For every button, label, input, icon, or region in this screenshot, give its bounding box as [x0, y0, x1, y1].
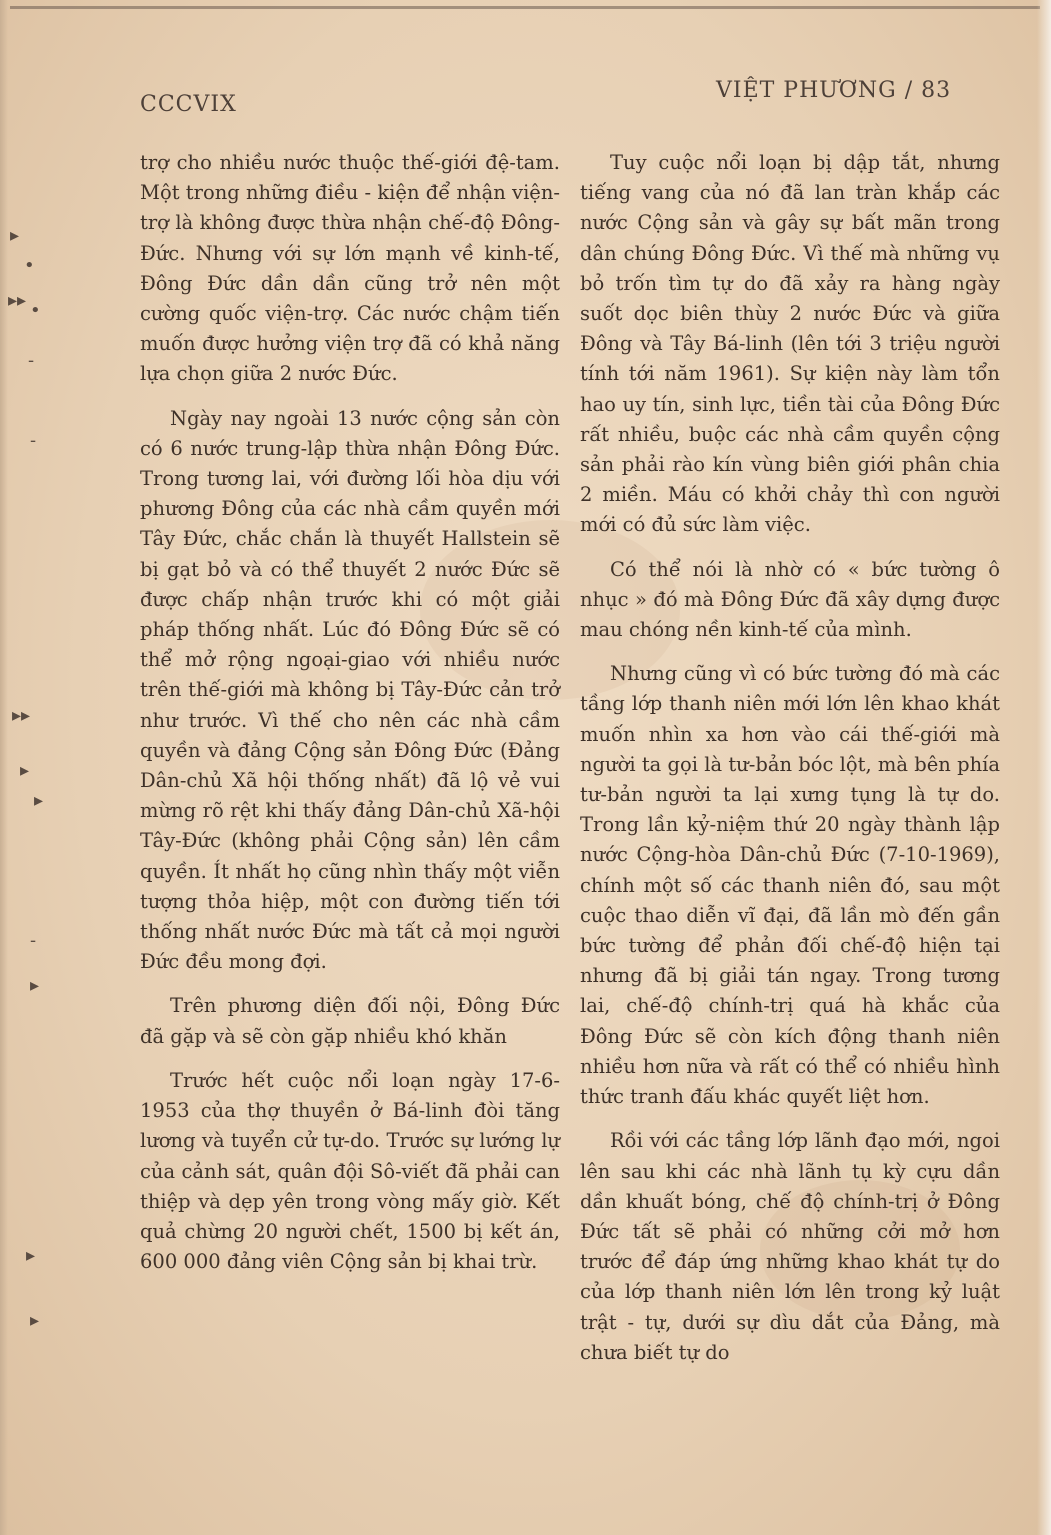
page-header-left: CCCVIX — [140, 92, 237, 117]
paragraph: Nhưng cũng vì có bức tường đó mà các tầng lớp thanh niên mới lớn lên khao khát muốn nhìn xa hơn vào cái thế-giới mà người ta gọi là tư-bản bóc lột, mà bên phía tư-bản người ta lại xưng tụng là tự do. Trong lần kỷ-niệm thứ 20 ngày thành lập nước Cộng-hòa Dân-chủ Đức (7-10-1969), chính một số các thanh niên đó, sau một cuộc thao diễn vĩ đại, đã lần mò đến gần bức tường để phản đối chế-độ hiện tại nhưng đã bị giải tán ngay. Trong tương lai, chế-độ chính-trị quá hà khắc của Đông Đức sẽ còn kích động thanh niên nhiều hơn nữa và rất có thể có nhiều hình thức tranh đấu khác quyết liệt hơn. — [580, 662, 1000, 1109]
paragraph: Tuy cuộc nổi loạn bị dập tắt, nhưng tiếng vang của nó đã lan tràn khắp các nước Cộng sản và gây sự bất mãn trong dân chúng Đông Đức. Vì thế mà những vụ bỏ trốn tìm tự do đã xảy ra hàng ngày suốt dọc biên thùy 2 nước Đức và giữa Đông và Tây Bá-linh (lên tới 3 triệu người tính tới năm 1961). Sự kiện này làm tổn hao uy tín, sinh lực, tiền tài của Đông Đức rất nhiều, buộc các nhà cầm quyền cộng sản phải rào kín vùng biên giới phân chia 2 miền. Máu có khởi chảy thì con người mới có đủ sức làm việc. — [580, 151, 1000, 537]
paragraph: Trên phương diện đối nội, Đông Đức đã gặp và sẽ còn gặp nhiều khó khăn — [140, 994, 560, 1048]
page-header-right: VIỆT PHƯƠNG / 83 — [716, 78, 952, 103]
text-column-left — [140, 148, 560, 1291]
book-page: ▸ • ▸▸ • - - ▸▸ ▸ ▸ - ▸ ▸ ▸ CCCVIX VIỆT PHƯƠNG / 83 trợ cho nhiều nước thuộc thế-giới đệ-tam. Một trong những điều - kiện để nhận viện-trợ là không được thừa nhận chế-độ Đông-Đức. Nhưng với sự lớn mạnh về kinh-tế, Đông Đức dần dần cũng trở nên một cường quốc viện-trợ. Các nước chậm tiến muốn được hưởng viện trợ đã có khả năng lựa chọn giữa 2 nước Đức. Ngày nay ngoài 13 nước cộng sản còn có 6 nước trung-lập thừa nhận Đông Đức. Trong tương lai, với đường lối hòa dịu với phương Đông của các nhà cầm quyền mới Tây Đức, chắc chắn là thuyết Hallstein sẽ bị gạt bỏ và có thể thuyết 2 nước Đức sẽ được chấp nhận trước khi có một giải pháp thống nhất. Lúc đó Đông Đức sẽ có thể mở rộng ngoại-giao với nhiều nước trên thế-giới mà không bị Tây-Đức cản trở như trước. Vì thế cho nên các nhà cầm quyền và đảng Cộng sản Đông Đức (Đảng Dân-chủ Xã hội thống nhất) đã lộ vẻ vui mừng rõ rệt khi thấy đảng Dân-chủ Xã-hội Tây-Đức (không phải Cộng sản) lên cầm quyền. Ít nhất họ cũng nhìn thấy một viễn tượng thỏa hiệp, một con đường tiến tới thống nhất nước Đức mà tất cả mọi người Đức đều mong đợi. Trên phương diện đối nội, Đông Đức đã gặp và sẽ còn gặp nhiều khó khăn Trước hết cuộc nổi loạn ngày 17-6-1953 của thợ thuyền ở Bá-linh đòi tăng lương và tuyển cử tự-do. Trước sự lướng lự của cảnh sát, quân đội Sô-viết đã phải can thiệp và dẹp yên trong vòng mấy giờ. Kết quả chừng 20 người chết, 1500 bị kết án, 600 000 đảng viên Cộng sản bị khai trừ. Tuy cuộc nổi loạn bị dập tắt, nhưng tiếng vang của nó đã lan tràn khắp các nước Cộng sản và gây sự bất mãn trong dân chúng Đông Đức. Vì thế mà những vụ bỏ trốn tìm tự do đã xảy ra hàng ngày suốt dọc biên thùy 2 nước Đức và giữa Đông và Tây Bá-linh (lên tới 3 triệu người tính tới năm 1961). Sự kiện này làm tổn hao uy tín, sinh lực, tiền tài của Đông Đức rất nhiều, buộc các nhà cầm quyền cộng sản phải rào kín vùng biên giới phân chia 2 miền. Máu có khởi chảy thì con người mới có đủ sức làm việc. Có thể nói là nhờ có « bức tường ô nhục » đó mà Đông Đức đã xây dựng được mau chóng nền kinh-tế của mình. Nhưng cũng vì có bức tường đó mà các tầng lớp thanh niên mới lớn lên khao khát muốn nhìn xa hơn vào cái thế-giới mà người ta gọi là tư-bản bóc lột, mà bên phía tư-bản người ta lại xưng tụng là tự do. Trong lần kỷ-niệm thứ 20 ngày thành lập nước Cộng-hòa Dân-chủ Đức (7-10-1969), chính một số các thanh niên đó, sau một cuộc thao diễn vĩ đại, đã lần mò đến gần bức tường để phản đối chế-độ hiện tại nhưng đã bị giải tán ngay. Trong tương lai, chế-độ chính-trị quá hà khắc của Đông Đức sẽ còn kích động thanh niên nhiều hơn nữa và rất có thể có nhiều hình thức tranh đấu khác quyết liệt hơn. Rồi với các tầng lớp lãnh đạo mới, ngoi lên sau khi các nhà lãnh tụ kỳ cựu dần dần khuất bóng, chế độ chính-trị ở Đông Đức tất sẽ phải có những cởi mở hơn trước để đáp ứng những khao khát tự do của lớp thanh niên lớn lên trong kỷ luật trật - tự, dưới sự dìu dắt của Đảng, mà chưa biết tự do — [0, 0, 1051, 1535]
page-edge-right — [1037, 0, 1051, 1535]
paragraph: trợ cho nhiều nước thuộc thế-giới đệ-tam. Một trong những điều - kiện để nhận viện-trợ là không được thừa nhận chế-độ Đông-Đức. Nhưng với sự lớn mạnh về kinh-tế, Đông Đức dần dần cũng trở nên một cường quốc viện-trợ. Các nước chậm tiến muốn được hưởng viện trợ đã có khả năng lựa chọn giữa 2 nước Đức. — [140, 151, 560, 386]
paragraph: Có thể nói là nhờ có « bức tường ô nhục » đó mà Đông Đức đã xây dựng được mau chóng nền kinh-tế của mình. — [580, 557, 1000, 642]
paragraph: Ngày nay ngoài 13 nước cộng sản còn có 6 nước trung-lập thừa nhận Đông Đức. Trong tương lai, với đường lối hòa dịu với phương Đông của các nhà cầm quyền mới Tây Đức, chắc chắn là thuyết Hallstein sẽ bị gạt bỏ và có thể thuyết 2 nước Đức sẽ được chấp nhận trước khi có một giải pháp thống nhất. Lúc đó Đông Đức sẽ có thể mở rộng ngoại-giao với nhiều nước trên thế-giới mà không bị Tây-Đức cản trở như trước. Vì thế cho nên các nhà cầm quyền và đảng Cộng sản Đông Đức (Đảng Dân-chủ Xã hội thống nhất) đã lộ vẻ vui mừng rõ rệt khi thấy đảng Dân-chủ Xã-hội Tây-Đức (không phải Cộng sản) lên cầm quyền. Ít nhất họ cũng nhìn thấy một viễn tượng thỏa hiệp, một con đường tiến tới thống nhất nước Đức mà tất cả mọi người Đức đều mong đợi. — [140, 406, 560, 974]
top-rule — [10, 6, 1040, 9]
page-edge-left — [0, 0, 8, 1535]
paragraph: Rồi với các tầng lớp lãnh đạo mới, ngoi lên sau khi các nhà lãnh tụ kỳ cựu dần dần khuất bóng, chế độ chính-trị ở Đông Đức tất sẽ phải có những cởi mở hơn trước để đáp ứng những khao khát tự do của lớp thanh niên lớn lên trong kỷ luật trật - tự, dưới sự dìu dắt của Đảng, mà chưa biết tự do — [580, 1129, 1000, 1364]
paragraph: Trước hết cuộc nổi loạn ngày 17-6-1953 của thợ thuyền ở Bá-linh đòi tăng lương và tuyển cử tự-do. Trước sự lướng lự của cảnh sát, quân đội Sô-viết đã phải can thiệp và dẹp yên trong vòng mấy giờ. Kết quả chừng 20 người chết, 1500 bị kết án, 600 000 đảng viên Cộng sản bị khai trừ. — [140, 1068, 560, 1274]
text-column-right — [580, 148, 1000, 1382]
